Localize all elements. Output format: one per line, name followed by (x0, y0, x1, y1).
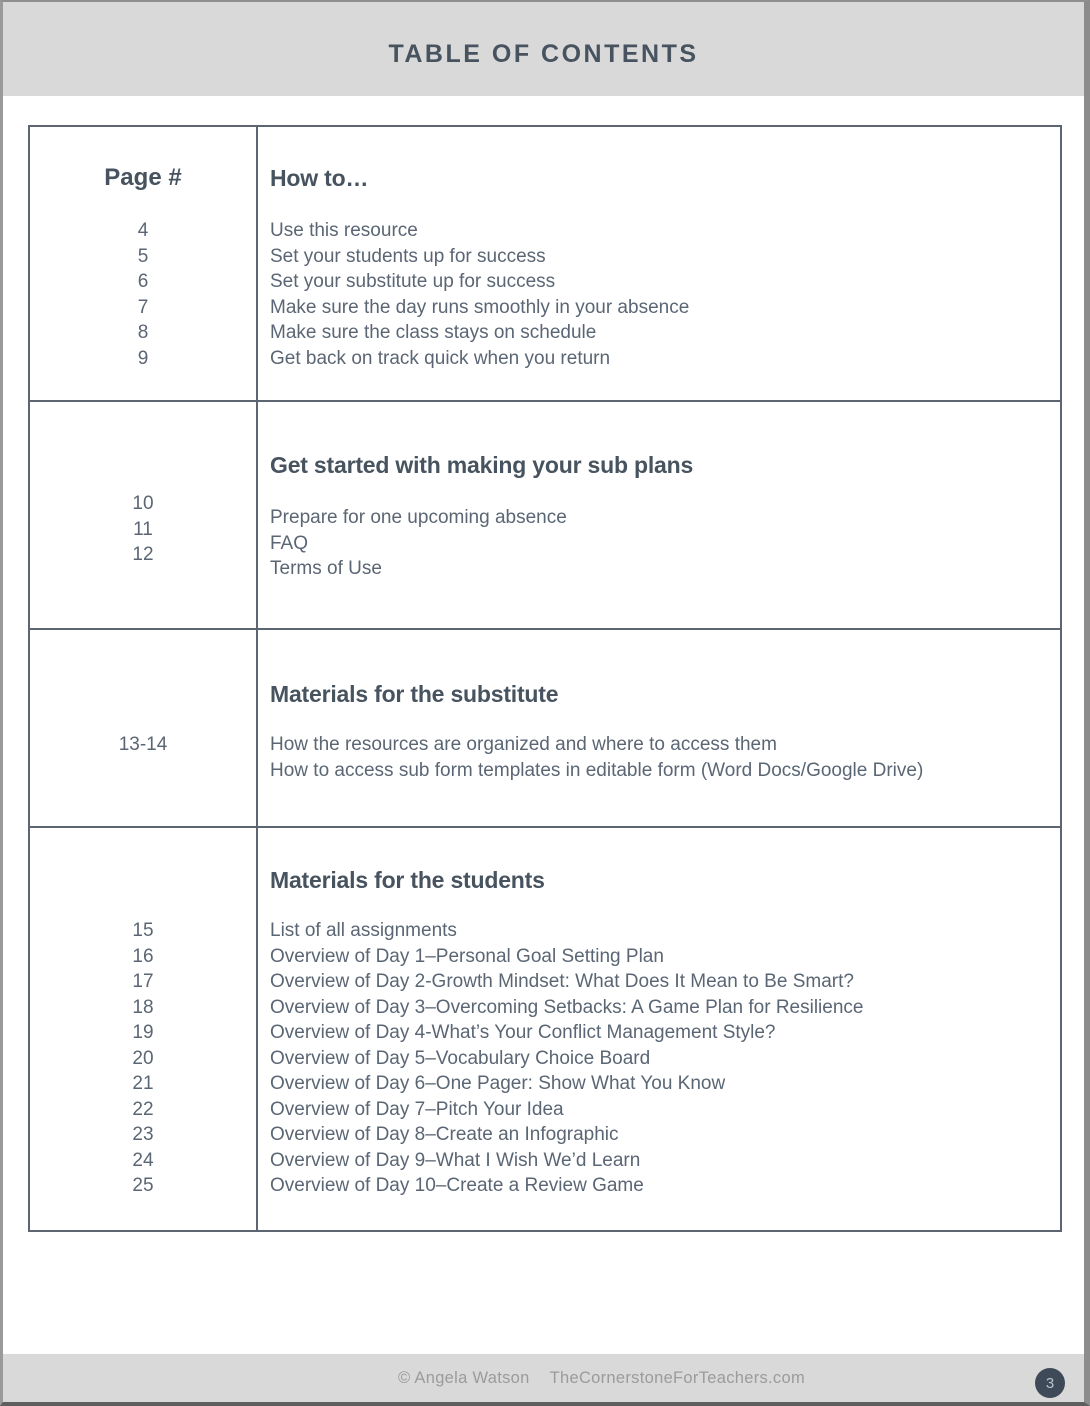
page-number: 12 (132, 544, 154, 565)
toc-item: Overview of Day 9–What I Wish We’d Learn (270, 1149, 641, 1171)
page-number: 4 (137, 220, 149, 241)
toc-item: FAQ (270, 532, 309, 554)
toc-item: Make sure the class stays on schedule (270, 322, 597, 343)
page-number: 19 (132, 1022, 154, 1043)
toc-item: List of all assignments (270, 920, 457, 941)
toc-section-materials-substitute (30, 630, 1060, 828)
header-band (3, 2, 1084, 96)
page-number: 24 (132, 1149, 154, 1171)
content-column (258, 630, 1060, 826)
section-title: Materials for the substitute (270, 681, 559, 707)
page-number: 9 (137, 347, 149, 369)
page-number: 25 (132, 1175, 154, 1196)
section-title: How to… (270, 165, 369, 191)
page-number: 17 (132, 971, 154, 992)
page-number: 23 (132, 1124, 154, 1145)
toc-section-how-to (30, 127, 1060, 402)
toc-item: Prepare for one upcoming absence (270, 507, 567, 528)
toc-item: Make sure the day runs smoothly in your absence (270, 296, 690, 318)
page-number: 10 (132, 493, 154, 514)
toc-item: Overview of Day 3–Overcoming Setbacks: A Game Plan for Resilience (270, 996, 864, 1018)
toc-item: Set your substitute up for success (270, 271, 556, 292)
page-number: 18 (132, 996, 154, 1018)
page-number: 22 (132, 1098, 154, 1120)
pages-column (30, 828, 258, 1230)
page-number-list (132, 918, 153, 1199)
content-column (258, 828, 1060, 1230)
page-number-list (119, 732, 168, 758)
toc-item: Overview of Day 4-What’s Your Conflict Management Style? (270, 1022, 776, 1043)
toc-item: Overview of Day 1–Personal Goal Setting Plan (270, 945, 664, 967)
toc-item-list (270, 918, 1060, 1199)
page-number: 13-14 (118, 734, 168, 755)
page-number: 20 (132, 1047, 154, 1069)
page-title: TABLE OF CONTENTS (388, 39, 699, 68)
content-column (258, 127, 1060, 400)
section-title: Get started with making your sub plans (270, 452, 694, 478)
toc-item: Overview of Day 5–Vocabulary Choice Board (270, 1047, 651, 1069)
toc-item: Terms of Use (270, 558, 382, 579)
toc-item: How the resources are organized and where to access them (270, 734, 777, 755)
page-number-list (132, 491, 153, 568)
toc-item: How to access sub form templates in editable form (Word Docs/Google Drive) (270, 759, 924, 781)
toc-item: Set your students up for success (270, 245, 546, 267)
toc-item: Overview of Day 10–Create a Review Game (270, 1175, 644, 1196)
toc-table (28, 125, 1062, 1232)
footer-text (398, 1369, 805, 1388)
page-number: 5 (137, 245, 149, 267)
toc-section-get-started (30, 402, 1060, 630)
section-title: Materials for the students (270, 867, 545, 893)
page-number: 6 (137, 271, 149, 292)
toc-item: Overview of Day 7–Pitch Your Idea (270, 1098, 564, 1120)
page-number: 16 (132, 945, 154, 967)
copyright-text: © Angela Watson (397, 1368, 530, 1387)
page-number: 21 (132, 1073, 154, 1094)
website-text: TheCornerstoneForTeachers.com (549, 1368, 805, 1387)
toc-item: Use this resource (270, 220, 418, 241)
page-number: 7 (137, 296, 149, 318)
pages-column (30, 127, 258, 400)
page-col-header: Page # (104, 164, 182, 191)
toc-section-materials-students (30, 828, 1060, 1230)
footer-band (3, 1354, 1084, 1402)
page-number: 8 (137, 322, 149, 343)
content-column (258, 402, 1060, 628)
toc-item-list (270, 505, 1060, 582)
pages-column (30, 402, 258, 628)
toc-item: Overview of Day 8–Create an Infographic (270, 1124, 619, 1145)
toc-item: Overview of Day 6–One Pager: Show What You Know (270, 1073, 726, 1094)
toc-item-list (270, 732, 1060, 783)
page-number-list (138, 218, 149, 371)
toc-item: Get back on track quick when you return (270, 347, 611, 369)
pages-column (30, 630, 258, 826)
toc-item-list (270, 218, 1060, 371)
toc-item: Overview of Day 2-Growth Mindset: What Does It Mean to Be Smart? (270, 971, 854, 992)
page-number: 11 (133, 518, 153, 540)
page-number-badge: 3 (1035, 1368, 1065, 1398)
page-number: 15 (132, 920, 154, 941)
